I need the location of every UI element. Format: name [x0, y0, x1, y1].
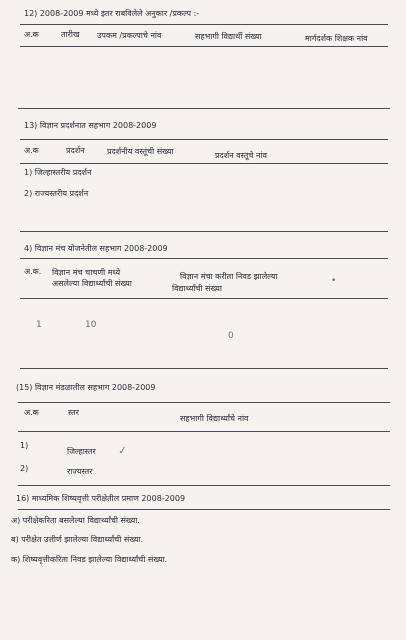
section-13-title: 13) विज्ञान प्रदर्शनात सहभाग 2008-2009: [24, 121, 157, 130]
s12-header-guide: मार्गदर्शक शिक्षक नांव: [305, 34, 368, 43]
handwritten-mark: 10: [85, 320, 97, 330]
dot-mark: •: [331, 276, 337, 286]
s13-header-count: प्रदर्शनीय वस्तूंची संख्या: [107, 147, 174, 156]
s16-item-c: क) शिष्यवृत्तीकरिता निवड झालेल्या विद्यार्थ्यांची संख्या.: [11, 555, 168, 564]
s13-row-state: 2) राज्यस्तरीय प्रदर्शन: [24, 189, 89, 198]
s16-item-a: अ) परीक्षेकरिता बसलेल्या विद्यार्थ्यांची संख्या.: [11, 516, 140, 525]
divider: [20, 46, 388, 47]
divider: [20, 163, 388, 164]
s15-header-sr: अ.क: [24, 408, 39, 417]
divider: [20, 139, 388, 140]
s13-row-district: 1) जिल्हास्तरीय प्रदर्शन: [24, 168, 92, 177]
divider: [18, 402, 390, 403]
divider: [18, 509, 390, 510]
s15-row1-num: 1): [20, 441, 29, 450]
section-12-title: 12) 2008-2009 मध्ये इतर राबविलेले अनुकार /प्रकल्प :-: [24, 9, 200, 18]
divider: [18, 108, 390, 109]
divider: [18, 485, 390, 486]
s15-row2-label: राज्यस्तर: [67, 467, 93, 476]
s14-header-col1-line1: विज्ञान मंच चाचणी मध्ये: [52, 268, 121, 277]
s13-header-sr: अ.क: [24, 146, 39, 155]
s14-header-col2-line2: विद्यार्थ्यांची संख्या: [172, 284, 222, 293]
s12-header-activity: उपकम /प्रकल्पाचे नांव: [97, 31, 162, 40]
divider: [20, 258, 388, 259]
divider: [20, 24, 388, 25]
s12-header-students: सहभागी विद्यार्थी संख्या: [195, 32, 262, 41]
s13-header-name: प्रदर्शन वस्तूचे नांव: [215, 151, 267, 160]
divider: [20, 368, 388, 369]
section-15-title: (15) विज्ञान मंडळातील सहभाग 2008-2009: [16, 383, 156, 392]
s15-header-level: स्तर: [68, 408, 79, 417]
s15-row1-label: जिल्हास्तर: [67, 447, 96, 456]
s15-row2-num: 2): [20, 464, 29, 473]
s13-header-exhibit: प्रदर्शन: [66, 146, 85, 155]
check-mark-icon: ✓: [116, 443, 129, 458]
handwritten-mark: 1: [36, 320, 42, 330]
s14-header-col1-line2: असलेल्या विद्यार्थ्यांची संख्या: [52, 279, 132, 288]
s12-header-sr: अ.क: [24, 30, 39, 39]
section-16-title: 16) माध्यमिक शिष्यवृत्ती परीक्षेतील प्रमाण 2008-2009: [16, 494, 186, 503]
divider: [18, 431, 390, 432]
s16-item-b: ब) परीक्षेत उत्तीर्ण झालेल्या विद्यार्थ्यांची संख्या.: [11, 535, 144, 544]
s14-header-col2-line1: विज्ञान मंचा करीता निवड झालेल्या: [180, 272, 278, 281]
section-14-title: 4) विज्ञान मंच योजनेतील सहभाग 2008-2009: [24, 244, 168, 253]
s12-header-date: तारीख: [61, 30, 80, 39]
divider: [20, 298, 388, 299]
divider: [20, 231, 388, 232]
s15-header-students: सहभागी विद्यार्थ्यांचे नांव: [180, 414, 249, 423]
s14-header-sr: अ.क.: [24, 267, 42, 276]
handwritten-mark: 0: [228, 331, 234, 341]
